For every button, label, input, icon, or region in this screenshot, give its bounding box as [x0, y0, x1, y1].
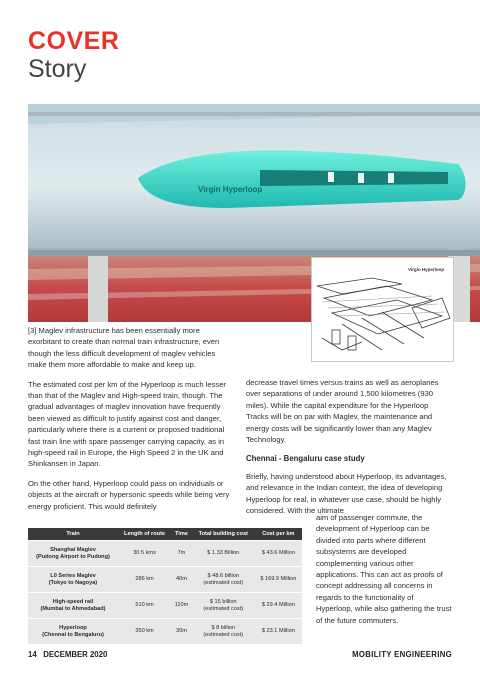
length-cell: 510 km — [118, 593, 171, 619]
cost-value: $ 1.33 Billion — [207, 550, 240, 556]
cost-value: $ 8 billion — [211, 624, 236, 631]
table-header-cell: Total building cost — [192, 528, 255, 541]
cost-cell — [192, 593, 255, 619]
left-paragraph-1: [3] Maglev infrastructure has been essentially more exorbitant to create than normal train infrastructure, even though the less difficult development of maglev vehicles make them more affordable to make and keep up. — [28, 326, 220, 370]
table-header-cell: Cost per km — [255, 528, 302, 541]
right-paragraph-1: decrease travel times versus trains as well as aeroplanes over separations of under around 1,500 kilometres (930 miles). While the capital expenditure for the Hyperloop Tracks will be on par with Maglev, the maintenance and energy costs will be significantly lower than any Maglev Technology. — [246, 378, 439, 445]
table-row — [28, 593, 302, 619]
train-name: Shanghai Maglev — [50, 546, 96, 553]
cost-note: (estimated cost) — [203, 631, 244, 638]
diagram-brand-text: Virgin Hyperloop — [408, 267, 445, 272]
table-header-cell: Time — [171, 528, 192, 541]
page-footer — [28, 650, 452, 664]
table-header-row — [28, 528, 302, 541]
case-study-heading: Chennai - Bengaluru case study — [246, 454, 365, 464]
table-header-cell: Train — [28, 528, 118, 541]
left-paragraph-2: The estimated cost per km of the Hyperloop is much lesser than that of the Maglev and High-speed train, though. The gradual advantages of maglev innovation have frequently been viewed as difficult to justify against cost and danger, particularly where there is a current or proposed traditional fast train line with spare passenger carrying capacity, as in high-speed rail in Europe, the High Speed 2 in the UK and Shinkansen in Japan. — [28, 379, 226, 469]
train-cell — [28, 593, 118, 619]
section-subtitle: Story — [28, 55, 87, 83]
page-number: 14 — [28, 650, 37, 659]
left-column — [28, 325, 232, 520]
per-km-cell: $ 23.1 Million — [255, 619, 302, 645]
train-route: (Pudong Airport to Pudong) — [36, 553, 110, 560]
section-title: COVER — [28, 27, 120, 55]
cost-note: (estimated cost) — [203, 605, 244, 612]
train-name: High-speed rail — [52, 598, 94, 605]
per-km-cell: $ 43.6 Million — [255, 541, 302, 567]
cost-note: (estimated cost) — [203, 579, 244, 586]
section-header — [28, 28, 119, 83]
magazine-name: MOBILITY ENGINEERING — [352, 650, 452, 659]
length-cell: 286 km — [118, 567, 171, 593]
table-row — [28, 567, 302, 593]
cost-cell — [192, 567, 255, 593]
time-cell: 30m — [171, 619, 192, 645]
cost-cell — [192, 541, 255, 567]
right-column — [246, 377, 452, 524]
cost-value: $ 48.6 billion — [207, 572, 239, 579]
per-km-cell: $ 169.9 Million — [255, 567, 302, 593]
length-cell: 350 km — [118, 619, 171, 645]
pod-cutaway-diagram — [311, 257, 454, 362]
train-route: (Mumbai to Ahmedabad) — [40, 605, 106, 612]
table-header-cell: Length of route — [118, 528, 171, 541]
pod-brand-text: Virgin Hyperloop — [198, 185, 263, 194]
issue-date: DECEMBER 2020 — [43, 650, 108, 659]
train-name: Hyperloop — [59, 624, 87, 631]
comparison-table — [28, 528, 302, 644]
table-row — [28, 619, 302, 645]
table-row — [28, 541, 302, 567]
train-name: L0 Series Maglev — [50, 572, 96, 579]
train-cell — [28, 567, 118, 593]
cost-cell — [192, 619, 255, 645]
cost-value: $ 15 billion — [209, 598, 237, 605]
per-km-cell: $ 29.4 Million — [255, 593, 302, 619]
right-paragraph-2: Briefly, having understood about Hyperloop, its advantages, and relevance in the Indian context, the idea of developing Hyperloop for real, in whatever use case, should be highly considered. With the ultimate — [246, 471, 447, 516]
time-cell: 110m — [171, 593, 192, 619]
train-cell — [28, 619, 118, 645]
time-cell: 40m — [171, 567, 192, 593]
time-cell: 7m — [171, 541, 192, 567]
footer-left — [28, 650, 107, 659]
train-route: (Tokyo to Nagoya) — [48, 579, 98, 586]
length-cell: 30.5 kms — [118, 541, 171, 567]
train-cell — [28, 541, 118, 567]
train-route: (Chennai to Bengaluru) — [42, 631, 104, 638]
left-paragraph-3: On the other hand, Hyperloop could pass on individuals or objects at the aircraft or hypersonic speeds while being very energy proficient. This would definitely — [28, 478, 230, 511]
right-paragraph-3: aim of passenger commute, the development of Hyperloop can be divided into parts where different subsystems are developed complementing various other applications. This can act as proofs of concept addressing all concerns in regards to the functionality of Hyperloop, while also gathering the trust of the future commuters. — [316, 513, 452, 625]
